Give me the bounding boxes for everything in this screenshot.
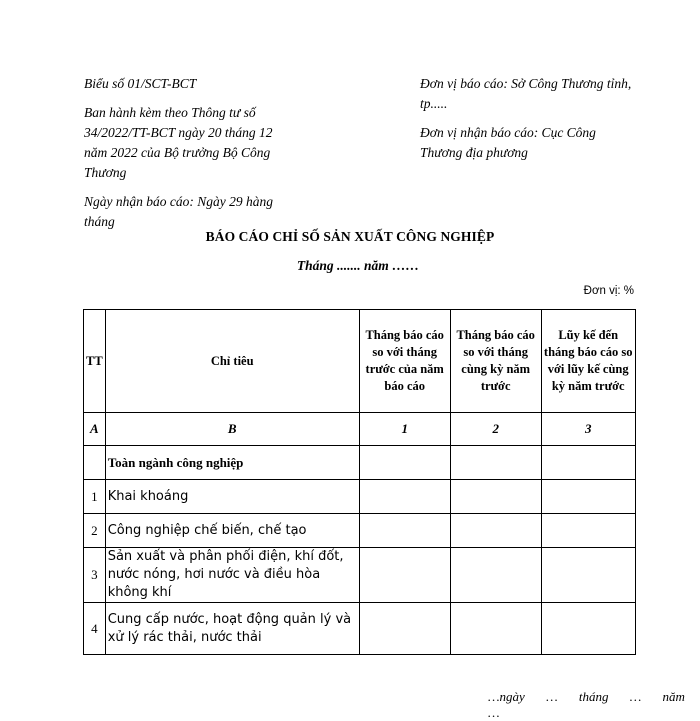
cell-value[interactable]: [359, 480, 450, 514]
report-table: [83, 309, 636, 655]
cell-value[interactable]: [541, 548, 635, 603]
header-indicator: Chỉ tiêu: [105, 310, 359, 413]
row-label: Sản xuất và phân phối điện, khí đốt, nước nóng, hơi nước và điều hòa không khí: [105, 548, 359, 603]
row-label: Công nghiệp chế biến, chế tạo: [105, 514, 359, 548]
header-vs-prev-month: Tháng báo cáo so với tháng trước của năm báo cáo: [359, 310, 450, 413]
code-3: 3: [541, 413, 635, 446]
row-tt: 2: [84, 514, 106, 548]
cell-value[interactable]: [450, 480, 541, 514]
table-row: [84, 514, 636, 548]
row-tt: [84, 446, 106, 480]
cell-value[interactable]: [450, 446, 541, 480]
reporting-unit: Đơn vị báo cáo: Sở Công Thương tỉnh, tp.....: [420, 76, 632, 111]
report-title: BÁO CÁO CHỈ SỐ SẢN XUẤT CÔNG NGHIỆP: [205, 229, 495, 244]
header-vs-same-month: Tháng báo cáo so với tháng cùng kỳ năm trước: [450, 310, 541, 413]
table-row: [84, 480, 636, 514]
row-tt: 3: [84, 548, 106, 603]
cell-value[interactable]: [359, 603, 450, 655]
header-cumulative: Lũy kế đến tháng báo cáo so với lũy kế cùng kỳ năm trước: [541, 310, 635, 413]
cell-value[interactable]: [541, 514, 635, 548]
code-b: B: [105, 413, 359, 446]
cell-value[interactable]: [450, 603, 541, 655]
code-1: 1: [359, 413, 450, 446]
unit-label: Đơn vị: %: [583, 285, 634, 297]
code-row: [84, 413, 636, 446]
issued-text: Ban hành kèm theo Thông tư số 34/2022/TT-BCT ngày 20 tháng 12 năm 2022 của Bộ trưởng Bộ Công Thương: [84, 105, 273, 180]
code-2: 2: [450, 413, 541, 446]
report-period: Tháng ....... năm ……: [296, 258, 420, 273]
cell-value[interactable]: [450, 514, 541, 548]
cell-value[interactable]: [359, 446, 450, 480]
header-right: [420, 74, 640, 172]
cell-value[interactable]: [541, 446, 635, 480]
code-a: A: [84, 413, 106, 446]
header-left: [84, 74, 298, 241]
row-tt: 1: [84, 480, 106, 514]
cell-value[interactable]: [450, 548, 541, 603]
form-number: Biểu số 01/SCT-BCT: [84, 76, 197, 91]
table-row: [84, 548, 636, 603]
row-label: Cung cấp nước, hoạt động quản lý và xử lý rác thải, nước thải: [105, 603, 359, 655]
row-tt: 4: [84, 603, 106, 655]
receiving-unit: Đơn vị nhận báo cáo: Cục Công Thương địa phương: [420, 125, 596, 160]
table-row: [84, 446, 636, 480]
cell-value[interactable]: [359, 514, 450, 548]
cell-value[interactable]: [541, 603, 635, 655]
receive-date: Ngày nhận báo cáo: Ngày 29 hàng tháng: [84, 194, 273, 229]
row-label: Khai khoáng: [105, 480, 359, 514]
signature-date: …ngày … tháng … năm …: [488, 689, 685, 720]
header-row: [84, 310, 636, 413]
table-row: [84, 603, 636, 655]
row-label: Toàn ngành công nghiệp: [105, 446, 359, 480]
cell-value[interactable]: [541, 480, 635, 514]
header-tt: TT: [84, 310, 106, 413]
cell-value[interactable]: [359, 548, 450, 603]
